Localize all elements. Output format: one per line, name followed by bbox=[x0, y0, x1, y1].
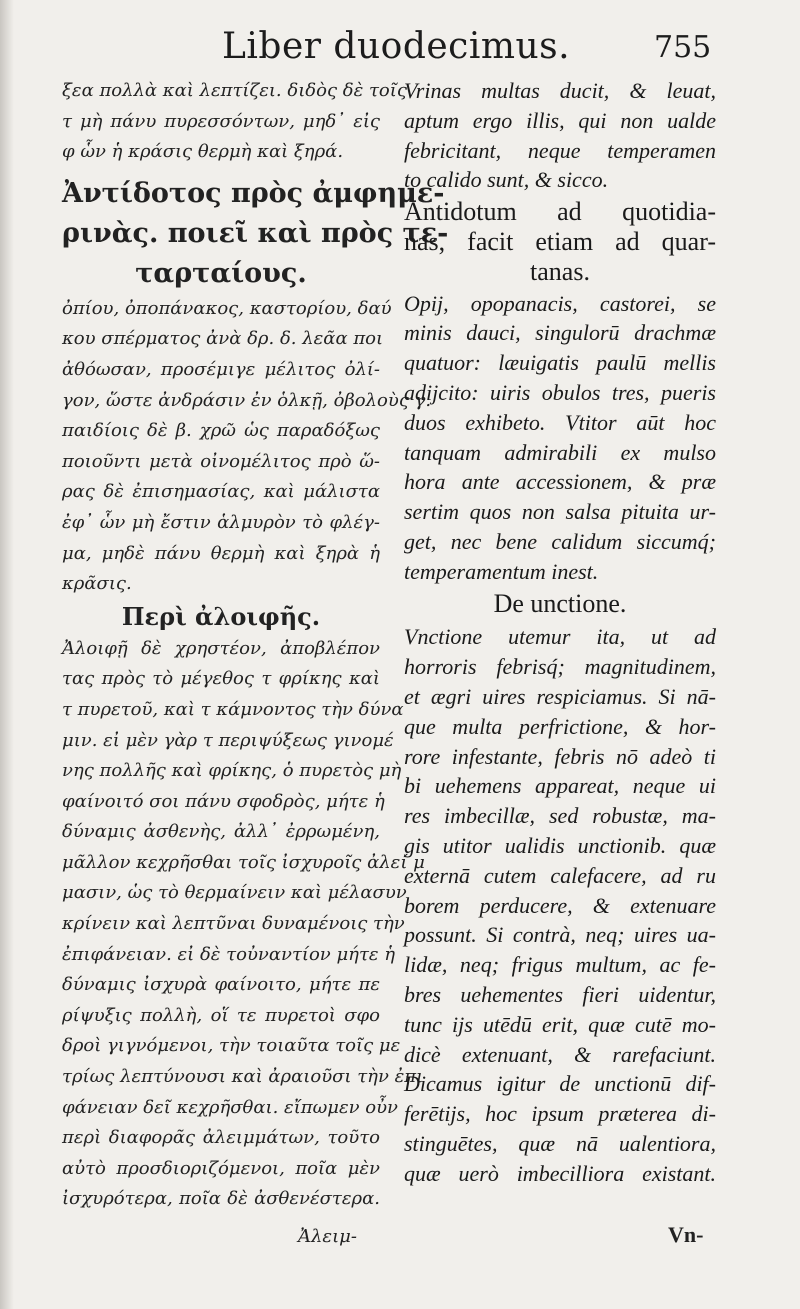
greek-section-heading: Ἀντίδοτος πρὸς ἀμφημε- bbox=[62, 177, 445, 209]
greek-line: γον, ὥστε ἀνδράσιν ἐν ὁλκῇ, ὀβολοὺς γ. bbox=[62, 389, 432, 411]
greek-line: μιν. εἰ μὲν γὰρ τ περιψύξεως γινομέ bbox=[62, 729, 394, 751]
latin-line: ferētijs, hoc ipsum præterea di- bbox=[404, 1101, 716, 1127]
greek-line: Ἀλοιφῇ δὲ χρηστέον, ἀποβλέπον bbox=[62, 637, 380, 659]
latin-line: horroris febrisq́; magnitudinem, bbox=[404, 654, 716, 680]
greek-line: μασιν, ὡς τὸ θερμαίνειν καὶ μέλασυν bbox=[62, 882, 407, 904]
latin-section-heading: De unctione. bbox=[493, 588, 627, 618]
latin-line: Dicamus igitur de unctionū dif- bbox=[404, 1071, 716, 1097]
running-title: Liber duodecimus. bbox=[222, 26, 571, 67]
greek-line: κρίνειν καὶ λεπτῦναι δυναμένοις τὴν bbox=[62, 913, 405, 935]
greek-section-heading: Περὶ ἀλοιφῆς. bbox=[121, 601, 321, 631]
greek-line: ποιοῦντι μετὰ οἰνομέλιτος πρὸ ὥ- bbox=[62, 450, 380, 472]
page-header bbox=[0, 22, 800, 70]
latin-line: Vnctione utemur ita, ut ad bbox=[404, 624, 716, 650]
latin-line: bi uehemens appareat, neque ui bbox=[404, 773, 716, 799]
greek-line: δροὶ γιγνόμενοι, τὴν τοιαῦτα τοῖς με bbox=[62, 1035, 401, 1057]
latin-line: possunt. Si contrà, neq; uires ua- bbox=[404, 922, 716, 948]
latin-line: externā cutem calefacere, ad ru bbox=[404, 862, 716, 888]
latin-line: sertim quos non salsa pituita ur- bbox=[404, 499, 716, 525]
latin-line: rore infestante, febris nō adeò ti bbox=[404, 743, 716, 769]
latin-line: adijcito: uiris obulos tres, pueris bbox=[404, 379, 716, 405]
greek-section-heading: ρινὰς. ποιεῖ καὶ πρὸς τε- bbox=[62, 217, 449, 249]
latin-line: get, nec bene calidum siccumq́; bbox=[404, 528, 716, 554]
latin-line: tanquam admirabili ex mulso bbox=[404, 439, 716, 465]
page-number: 755 bbox=[654, 30, 712, 65]
greek-line: φ ὧν ἡ κράσις θερμὴ καὶ ξηρά. bbox=[62, 141, 344, 163]
greek-line: φαίνοιτό σοι πάνυ σφοδρὸς, μήτε ἡ bbox=[62, 790, 385, 812]
latin-section-heading: Antidotum ad quotidia- bbox=[404, 197, 716, 227]
greek-line: νης πολλῆς καὶ φρίκης, ὁ πυρετὸς μὴ bbox=[62, 760, 402, 782]
greek-column bbox=[62, 76, 449, 1276]
latin-line: duos exhibeto. Vtitor aūt hoc bbox=[404, 409, 716, 435]
greek-line: κου σπέρματος ἀνὰ δρ. δ. λεᾶα ποι bbox=[62, 328, 384, 350]
greek-line: τ μὴ πάνυ πυρεσσόντων, μηδ᾽ εἰς bbox=[62, 110, 380, 132]
latin-line: lidæ, neq; frigus multum, ac fe- bbox=[404, 952, 716, 978]
latin-line: febricitant, neque temperamen bbox=[404, 137, 716, 163]
latin-line: aptum ergo illis, qui non ualde bbox=[404, 107, 716, 133]
latin-line: tunc ijs utēdū erit, quæ cutē mo- bbox=[404, 1011, 716, 1037]
greek-line: ξεα πολλὰ καὶ λεπτίζει. διδὸς δὲ τοῖς bbox=[62, 80, 407, 101]
latin-section-heading: nas, facit etiam ad quar- bbox=[404, 226, 716, 256]
greek-catchword: Ἀλειμ- bbox=[298, 1226, 357, 1247]
greek-line: δύναμις ἀσθενὴς, ἀλλ᾽ ἐρρωμένη, bbox=[62, 821, 380, 843]
greek-section-heading: ταρταίους. bbox=[135, 257, 307, 289]
greek-line: περὶ διαφορᾶς ἀλειμμάτων, τοῦτο bbox=[62, 1127, 380, 1149]
greek-line: φάνειαν δεῖ κεχρῆσθαι. εἴπωμεν οὖν bbox=[62, 1096, 398, 1118]
latin-line: dicè extenuant, & rarefaciunt. bbox=[404, 1041, 716, 1067]
latin-line: stinguētes, quæ nā ualentiora, bbox=[404, 1130, 716, 1156]
greek-line: ἰσχυρότερα, ποῖα δὲ ἀσθενέστερα. bbox=[62, 1188, 380, 1210]
latin-line: temperamentum inest. bbox=[404, 558, 599, 584]
greek-line: τρίως λεπτύνουσι καὶ ἀραιοῦσι τὴν ἐπι bbox=[62, 1066, 424, 1088]
latin-line: to calido sunt, & sicco. bbox=[404, 167, 609, 193]
greek-line: ἐπιφάνειαν. εἰ δὲ τοὐναντίον μήτε ἡ bbox=[62, 943, 396, 965]
latin-line: gis utitor ualidis unctionib. quæ bbox=[404, 832, 716, 858]
latin-line: quæ uerò imbecilliora existant. bbox=[404, 1160, 716, 1186]
latin-line: bres uehementes fieri uidentur, bbox=[404, 981, 716, 1007]
greek-line: παιδίοις δὲ β. χρῶ ὡς παραδόξως bbox=[62, 420, 380, 442]
latin-line: quatuor: læuigatis paulū mellis bbox=[404, 350, 716, 376]
latin-line: Vrinas multas ducit, & leuat, bbox=[404, 78, 716, 103]
greek-line: ἀθόωσαν, προσέμιγε μέλιτος ὀλί- bbox=[62, 358, 380, 380]
greek-line: τας πρὸς τὸ μέγεθος τ φρίκης καὶ bbox=[62, 668, 380, 690]
greek-line: μᾶλλον κεχρῆσθαι τοῖς ἰσχυροῖς ἀλεί μ bbox=[62, 851, 425, 873]
greek-line: τ πυρετοῦ, καὶ τ κάμνοντος τὴν δύνα bbox=[62, 698, 404, 720]
latin-catchword: Vn- bbox=[668, 1222, 704, 1247]
greek-line: ρας δὲ ἐπισημασίας, καὶ μάλιστα bbox=[62, 481, 380, 503]
greek-line: ἐφ᾽ ὧν μὴ ἔστιν ἁλμυρὸν τὸ φλέγ- bbox=[62, 511, 380, 533]
latin-line: que multa perfrictione, & hor- bbox=[404, 713, 716, 739]
greek-line: δύναμις ἰσχυρὰ φαίνοιτο, μήτε πε bbox=[62, 974, 380, 996]
latin-section-heading: tanas. bbox=[530, 256, 590, 286]
latin-line: hora ante accessionem, & præ bbox=[404, 469, 716, 495]
latin-line: res imbecillæ, sed robustæ, ma- bbox=[404, 803, 716, 829]
greek-line: κρᾶσις. bbox=[62, 573, 132, 595]
latin-column bbox=[404, 76, 716, 1276]
greek-line: ὀπίου, ὀποπάνακος, καστορίου, δαύ bbox=[62, 297, 392, 319]
latin-line: Opij, opopanacis, castorei, se bbox=[404, 290, 716, 316]
greek-line: μα, μηδὲ πάνυ θερμὴ καὶ ξηρὰ ἡ bbox=[62, 542, 380, 564]
latin-line: minis dauci, singulorū drachmæ bbox=[404, 320, 716, 346]
latin-line: et ægri uires respiciamus. Si nā- bbox=[404, 683, 716, 709]
greek-line: αὐτὸ προσδιοριζόμενοι, ποῖα μὲν bbox=[62, 1157, 380, 1179]
greek-line: ρίψυξις πολλὴ, οἵ τε πυρετοὶ σφο bbox=[62, 1004, 380, 1026]
latin-line: borem perducere, & extenuare bbox=[404, 892, 716, 918]
